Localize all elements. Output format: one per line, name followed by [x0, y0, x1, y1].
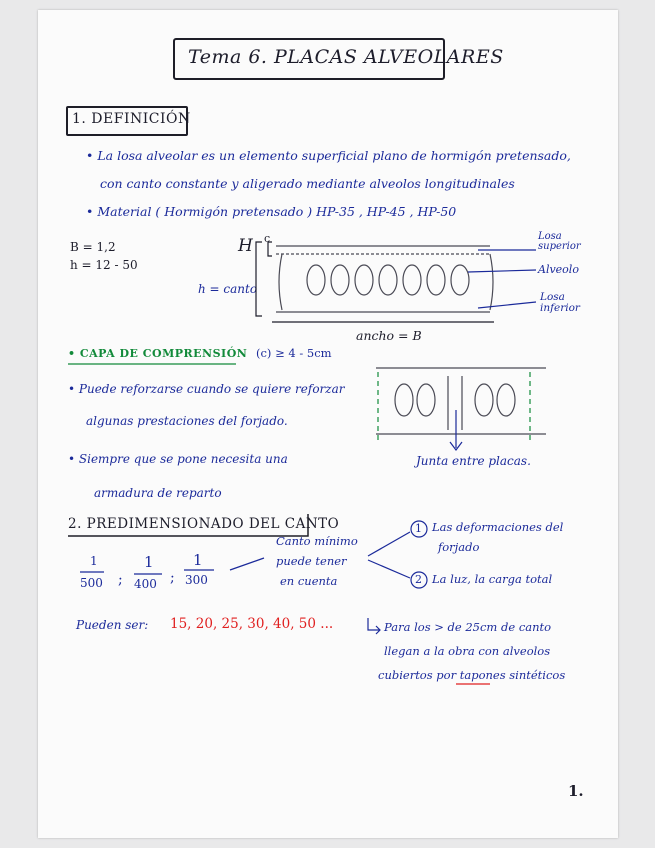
alveolo: [331, 265, 349, 295]
capa-label: • CAPA DE COMPRENSIÓN: [68, 347, 248, 360]
capa-bullet-2-line-1: • Siempre que se pone necesita una: [68, 452, 288, 466]
alveolo: [403, 265, 421, 295]
option-1-number: 1: [415, 522, 422, 535]
junta-diagram: [376, 368, 546, 450]
fraction-3-num: 1: [193, 551, 203, 569]
fraction-3-den: 300: [185, 573, 208, 587]
option-1-circle: [411, 521, 427, 537]
fraction-separator: ;: [170, 570, 175, 586]
junta-joint: [448, 376, 462, 430]
H-letter: H: [238, 236, 253, 256]
junta-alveolo: [497, 384, 515, 416]
note-line-2: llegan a la obra con alveolos: [384, 644, 551, 658]
definition-line-2: con canto constante y aligerado mediante alveolos longitudinales: [100, 176, 515, 191]
capa-value: (c) ≥ 4 - 5cm: [256, 346, 332, 360]
fraction-2-den: 400: [134, 577, 157, 591]
fraction-1-den: 500: [80, 576, 103, 590]
alveolo: [451, 265, 469, 295]
c-bracket: [268, 242, 272, 256]
alveolo-leader: [468, 270, 536, 272]
alveolo: [355, 265, 373, 295]
note-line-1: Para los > de 25cm de canto: [384, 620, 552, 634]
slab-diagram: [256, 242, 536, 322]
capa-bullet-1-line-2: algunas prestaciones del forjado.: [86, 414, 288, 428]
alveolo: [427, 265, 445, 295]
alveolo: [379, 265, 397, 295]
section-2-heading: 2. PREDIMENSIONADO DEL CANTO: [68, 516, 340, 532]
option-2-number: 2: [415, 573, 422, 586]
fraction-separator: ;: [118, 572, 123, 588]
label-losa-inferior: Losa inferior: [540, 291, 580, 314]
pueden-values: 15, 20, 25, 30, 40, 50 ...: [170, 616, 334, 632]
fraction-2-num: 1: [144, 553, 154, 571]
definition-line-1: • La losa alveolar es un elemento superficial plano de hormigón pretensado,: [86, 148, 571, 163]
option-1-line-1: Las deformaciones del: [432, 520, 564, 534]
canto-minimo-line-3: en cuenta: [280, 574, 338, 588]
pueden-label: Pueden ser:: [76, 618, 149, 632]
H-bracket: [256, 242, 262, 316]
capa-bullet-2-line-2: armadura de reparto: [94, 486, 222, 500]
c-letter: c: [264, 232, 271, 245]
page-title: Tema 6. PLACAS ALVEOLARES: [188, 46, 504, 68]
slab-left-edge: [279, 254, 282, 310]
note-line-3: cubiertos por tapones sintéticos: [378, 668, 566, 682]
junta-label: Junta entre placas.: [416, 454, 531, 468]
option-2-line-1: La luz, la carga total: [432, 572, 553, 586]
slab-right-edge: [490, 254, 493, 310]
losa-inferior-leader: [478, 302, 536, 308]
junta-alveolo: [395, 384, 413, 416]
junta-alveolo: [475, 384, 493, 416]
junta-alveolo: [417, 384, 435, 416]
canto-minimo-line-1: Canto mínimo: [276, 534, 358, 548]
section-1-heading: 1. DEFINICIÓN: [72, 111, 191, 127]
fraction-1-num: 1: [90, 554, 98, 568]
alveolo: [307, 265, 325, 295]
note-arrow: [368, 618, 380, 634]
ancho-label: ancho = B: [356, 328, 422, 343]
capa-bullet-1-line-1: • Puede reforzarse cuando se quiere reforzar: [68, 382, 345, 396]
notebook-page: [38, 10, 618, 838]
b-value: B = 1,2: [70, 240, 116, 254]
option-2-circle: [411, 572, 427, 588]
canto-minimo-line-2: puede tener: [276, 554, 347, 568]
h-canto-label: h = canto: [198, 282, 258, 296]
label-alveolo: Alveolo: [538, 263, 579, 276]
fraction-dash: [230, 558, 264, 570]
option-1-line-2: forjado: [438, 540, 480, 554]
option-connectors: [368, 532, 410, 578]
junta-arrow: [450, 410, 462, 450]
sketch-layer: [38, 10, 618, 838]
label-losa-superior: Losa superior: [538, 231, 581, 252]
page-number: 1.: [568, 782, 584, 800]
material-line: • Material ( Hormigón pretensado ) HP-35 , HP-45 , HP-50: [86, 204, 457, 219]
h-value: h = 12 - 50: [70, 258, 138, 272]
section-2-underline: [68, 514, 308, 536]
